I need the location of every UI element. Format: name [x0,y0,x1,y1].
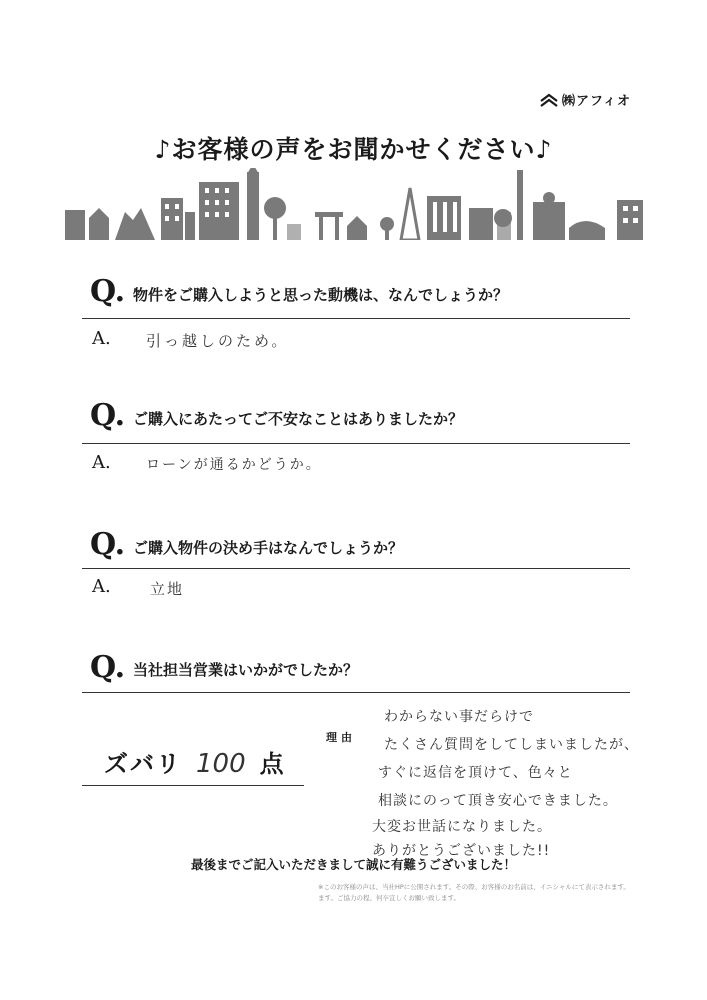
reason-line: わからない事だらけで [384,709,534,725]
answer-2: ローンが通るかどうか。 [146,457,322,473]
question-4: 当社担当営業はいかがでしたか？ [133,661,359,679]
answer-mark-3: A. [92,576,111,597]
divider [82,443,630,444]
score-label: ズバリ [104,750,182,778]
closing-message: 最後までご記入いただきまして誠に有難うございました！ [190,857,516,872]
answer-mark-1: A. [92,328,111,349]
divider [82,692,630,693]
divider [82,568,630,569]
score-value: 100 [196,749,246,779]
reason-line: ありがとうございました!! [372,843,551,859]
question-mark-4: Q. [90,650,126,685]
answer-1: 引っ越しのため。 [146,332,290,350]
reason-line: 相談にのって頂き安心できました。 [378,793,618,809]
question-mark-1: Q. [90,274,126,309]
reason-line: すぐに返信を頂けて、色々と [378,765,573,781]
question-3: ご購入物件の決め手はなんでしょうか？ [133,539,404,557]
reason-line: たくさん質問をしてしまいましたが、 [384,737,639,753]
question-mark-2: Q. [90,398,126,433]
score-underline [82,785,304,786]
question-mark-3: Q. [90,527,126,562]
answer-3: 立地 [150,580,185,598]
footer-note-line: ※このお客様の声は、当社HPに公開されます。その際、お客様のお名前は、イニシャルにて表示されます。 [318,883,630,891]
reason-line: 大変お世話になりました。 [372,819,552,835]
page-title: ♪お客様の声をお聞かせください♪ [154,135,553,164]
score-block [104,744,286,779]
divider [82,318,630,319]
score-unit: 点 [259,750,286,778]
city-skyline-illustration [65,168,645,240]
company-logo [540,90,631,109]
footer-note [318,882,648,904]
question-2: ご購入にあたってご不安なことはありましたか？ [133,410,464,428]
chevron-logo-icon [540,93,558,107]
footer-note-line: ます。ご協力の程、何卒宜しくお願い致します。 [318,894,460,902]
reason-label: 理由 [326,731,356,744]
question-1: 物件をご購入しようと思った動機は、なんでしょうか？ [133,286,509,304]
company-name: ㈱アフィオ [562,94,631,109]
answer-mark-2: A. [92,452,111,473]
